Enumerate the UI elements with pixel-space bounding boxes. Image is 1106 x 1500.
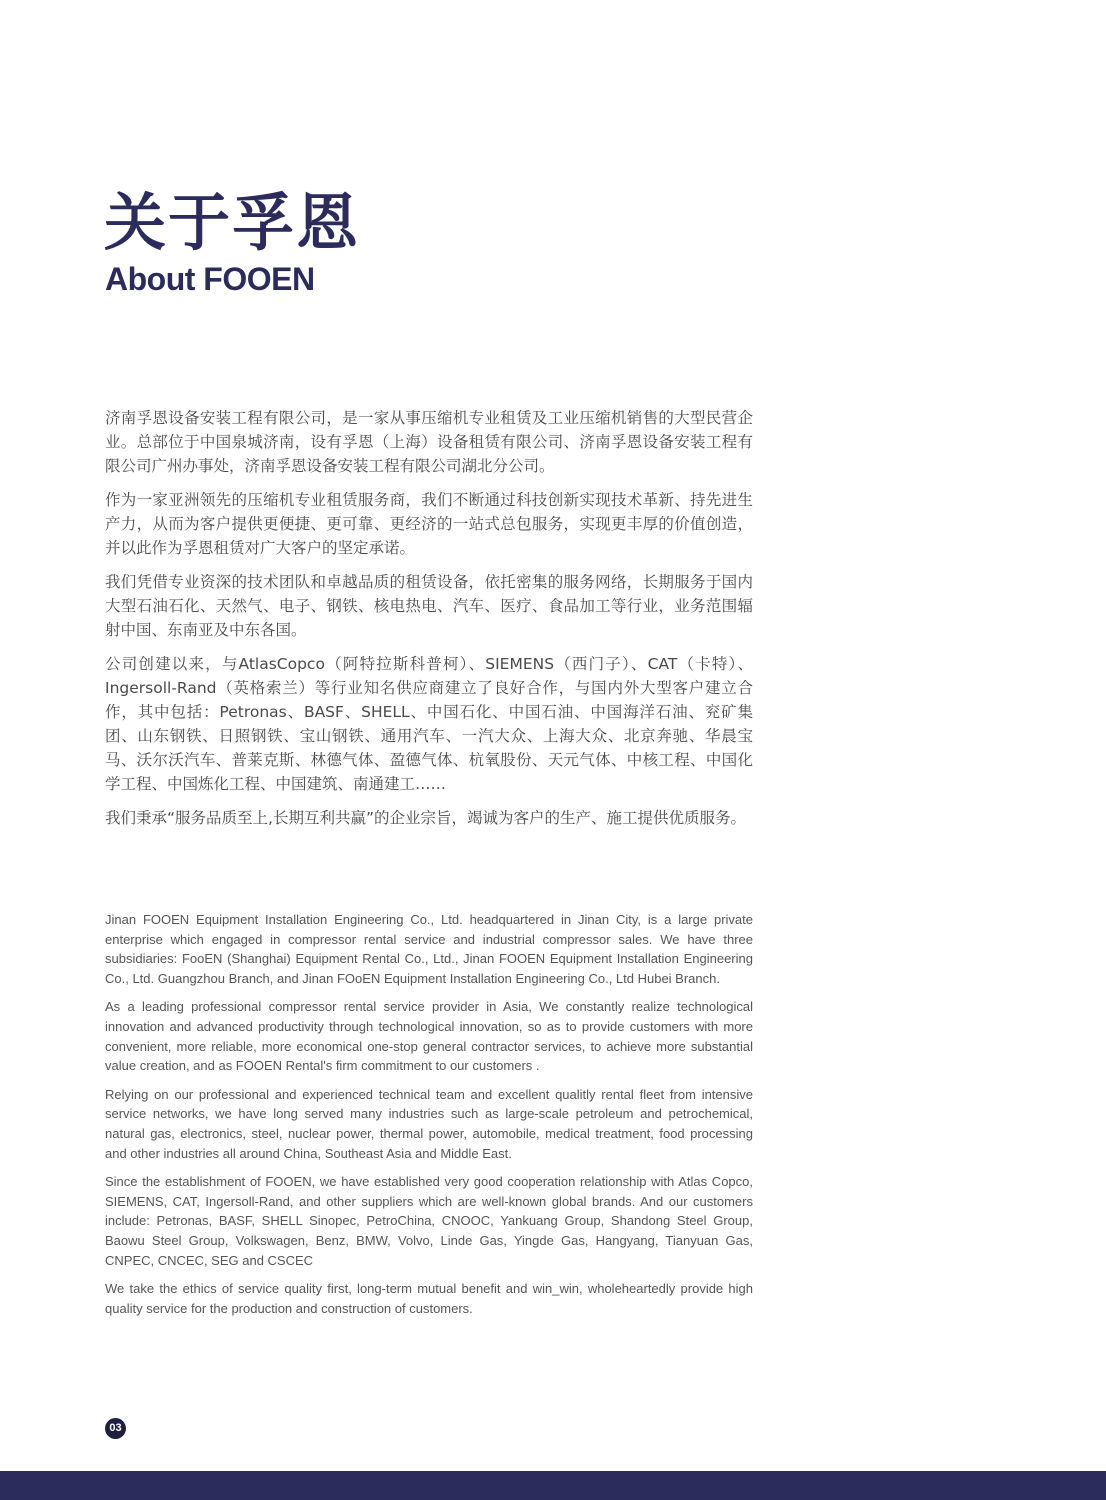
page-title-cn: 关于孚恩 — [104, 186, 361, 259]
en-paragraph-4: Since the establishment of FOOEN, we have established very good cooperation relationship with Atlas Copco, SIEMENS, CAT, Ingersoll-Rand, and other suppliers which are well-known global brands. And our customers include: Petronas, BASF, SHELL Sinopec, PetroChina, CNOOC, Yankuang Group, Shandong Steel Group, Baowu Steel Group, Volkswagen, Benz, BMW, Volvo, Linde Gas, Yingde Gas, Hangyang, Tianyuan Gas, CNPEC, CNCEC, SEG and CSCEC — [105, 1174, 753, 1268]
en-paragraph-5: We take the ethics of service quality first, long-term mutual benefit and win_win, wholeheartedly provide high quality service for the production and construction of customers. — [105, 1281, 753, 1316]
en-paragraph-3: Relying on our professional and experienced technical team and excellent qualitly rental fleet from intensive service networks, we have long served many industries such as large-scale petroleum and petrochemical, natural gas, electronics, steel, nuclear power, thermal power, automobile, medical treatment, food processing and other industries all around China, Southeast Asia and Middle East. — [105, 1086, 753, 1161]
chinese-body — [105, 406, 753, 840]
english-body — [105, 910, 753, 1327]
en-paragraph-2: As a leading professional compressor rental service provider in Asia, We constantly realize technological innovation and advanced productivity through technological innovation, so as to provide customers with more convenient, more reliable, more economical one-stop general contractor services, to achieve more substantial value creation, and as FOOEN Rental's firm commitment to our customers . — [105, 999, 753, 1074]
cn-paragraph-3: 我们凭借专业资深的技术团队和卓越品质的租赁设备，依托密集的服务网络，长期服务于国内大型石油石化、天然气、电子、钢铁、核电热电、汽车、医疗、食品加工等行业，业务范围辐射中国、东南亚及中东各国。 — [105, 573, 753, 639]
en-paragraph-1: Jinan FOOEN Equipment Installation Engineering Co., Ltd. headquartered in Jinan City, is a large private enterprise which engaged in compressor rental service and industrial compressor sales. We have three subsidiaries: FooEN (Shanghai) Equipment Rental Co., Ltd., Jinan FOOEN Equipment Installation Engineering Co., Ltd. Guangzhou Branch, and Jinan FOoEN Equipment Installation Engineering Co., Ltd Hubei Branch. — [105, 912, 753, 986]
cn-paragraph-2: 作为一家亚洲领先的压缩机专业租赁服务商，我们不断通过科技创新实现技术革新、持先进生产力，从而为客户提供更便捷、更可靠、更经济的一站式总包服务，实现更丰厚的价值创造，并以此作为孚恩租赁对广大客户的坚定承诺。 — [105, 491, 753, 557]
cn-paragraph-4: 公司创建以来，与AtlasCopco（阿特拉斯科普柯）、SIEMENS（西门子）、CAT（卡特）、Ingersoll-Rand（英格索兰）等行业知名供应商建立了良好合作，与国内外大型客户建立合作，其中包括：Petronas、BASF、SHELL、中国石化、中国石油、中国海洋石油、兖矿集团、山东钢铁、日照钢铁、宝山钢铁、通用汽车、一汽大众、上海大众、北京奔驰、华晨宝马、沃尔沃汽车、普莱克斯、林德气体、盈德气体、杭氧股份、天元气体、中核工程、中国化学工程、中国炼化工程、中国建筑、南通建工…… — [105, 655, 753, 793]
footer-bar — [0, 1471, 1106, 1500]
page-number-badge: 03 — [105, 1418, 126, 1439]
cn-paragraph-1: 济南孚恩设备安装工程有限公司，是一家从事压缩机专业租赁及工业压缩机销售的大型民营企业。总部位于中国泉城济南，设有孚恩（上海）设备租赁有限公司、济南孚恩设备安装工程有限公司广州办事处，济南孚恩设备安装工程有限公司湖北分公司。 — [105, 409, 753, 475]
page-title-en: About FOOEN — [105, 261, 315, 297]
cn-paragraph-5: 我们秉承“服务品质至上,长期互利共赢”的企业宗旨，竭诚为客户的生产、施工提供优质服务。 — [105, 809, 746, 827]
